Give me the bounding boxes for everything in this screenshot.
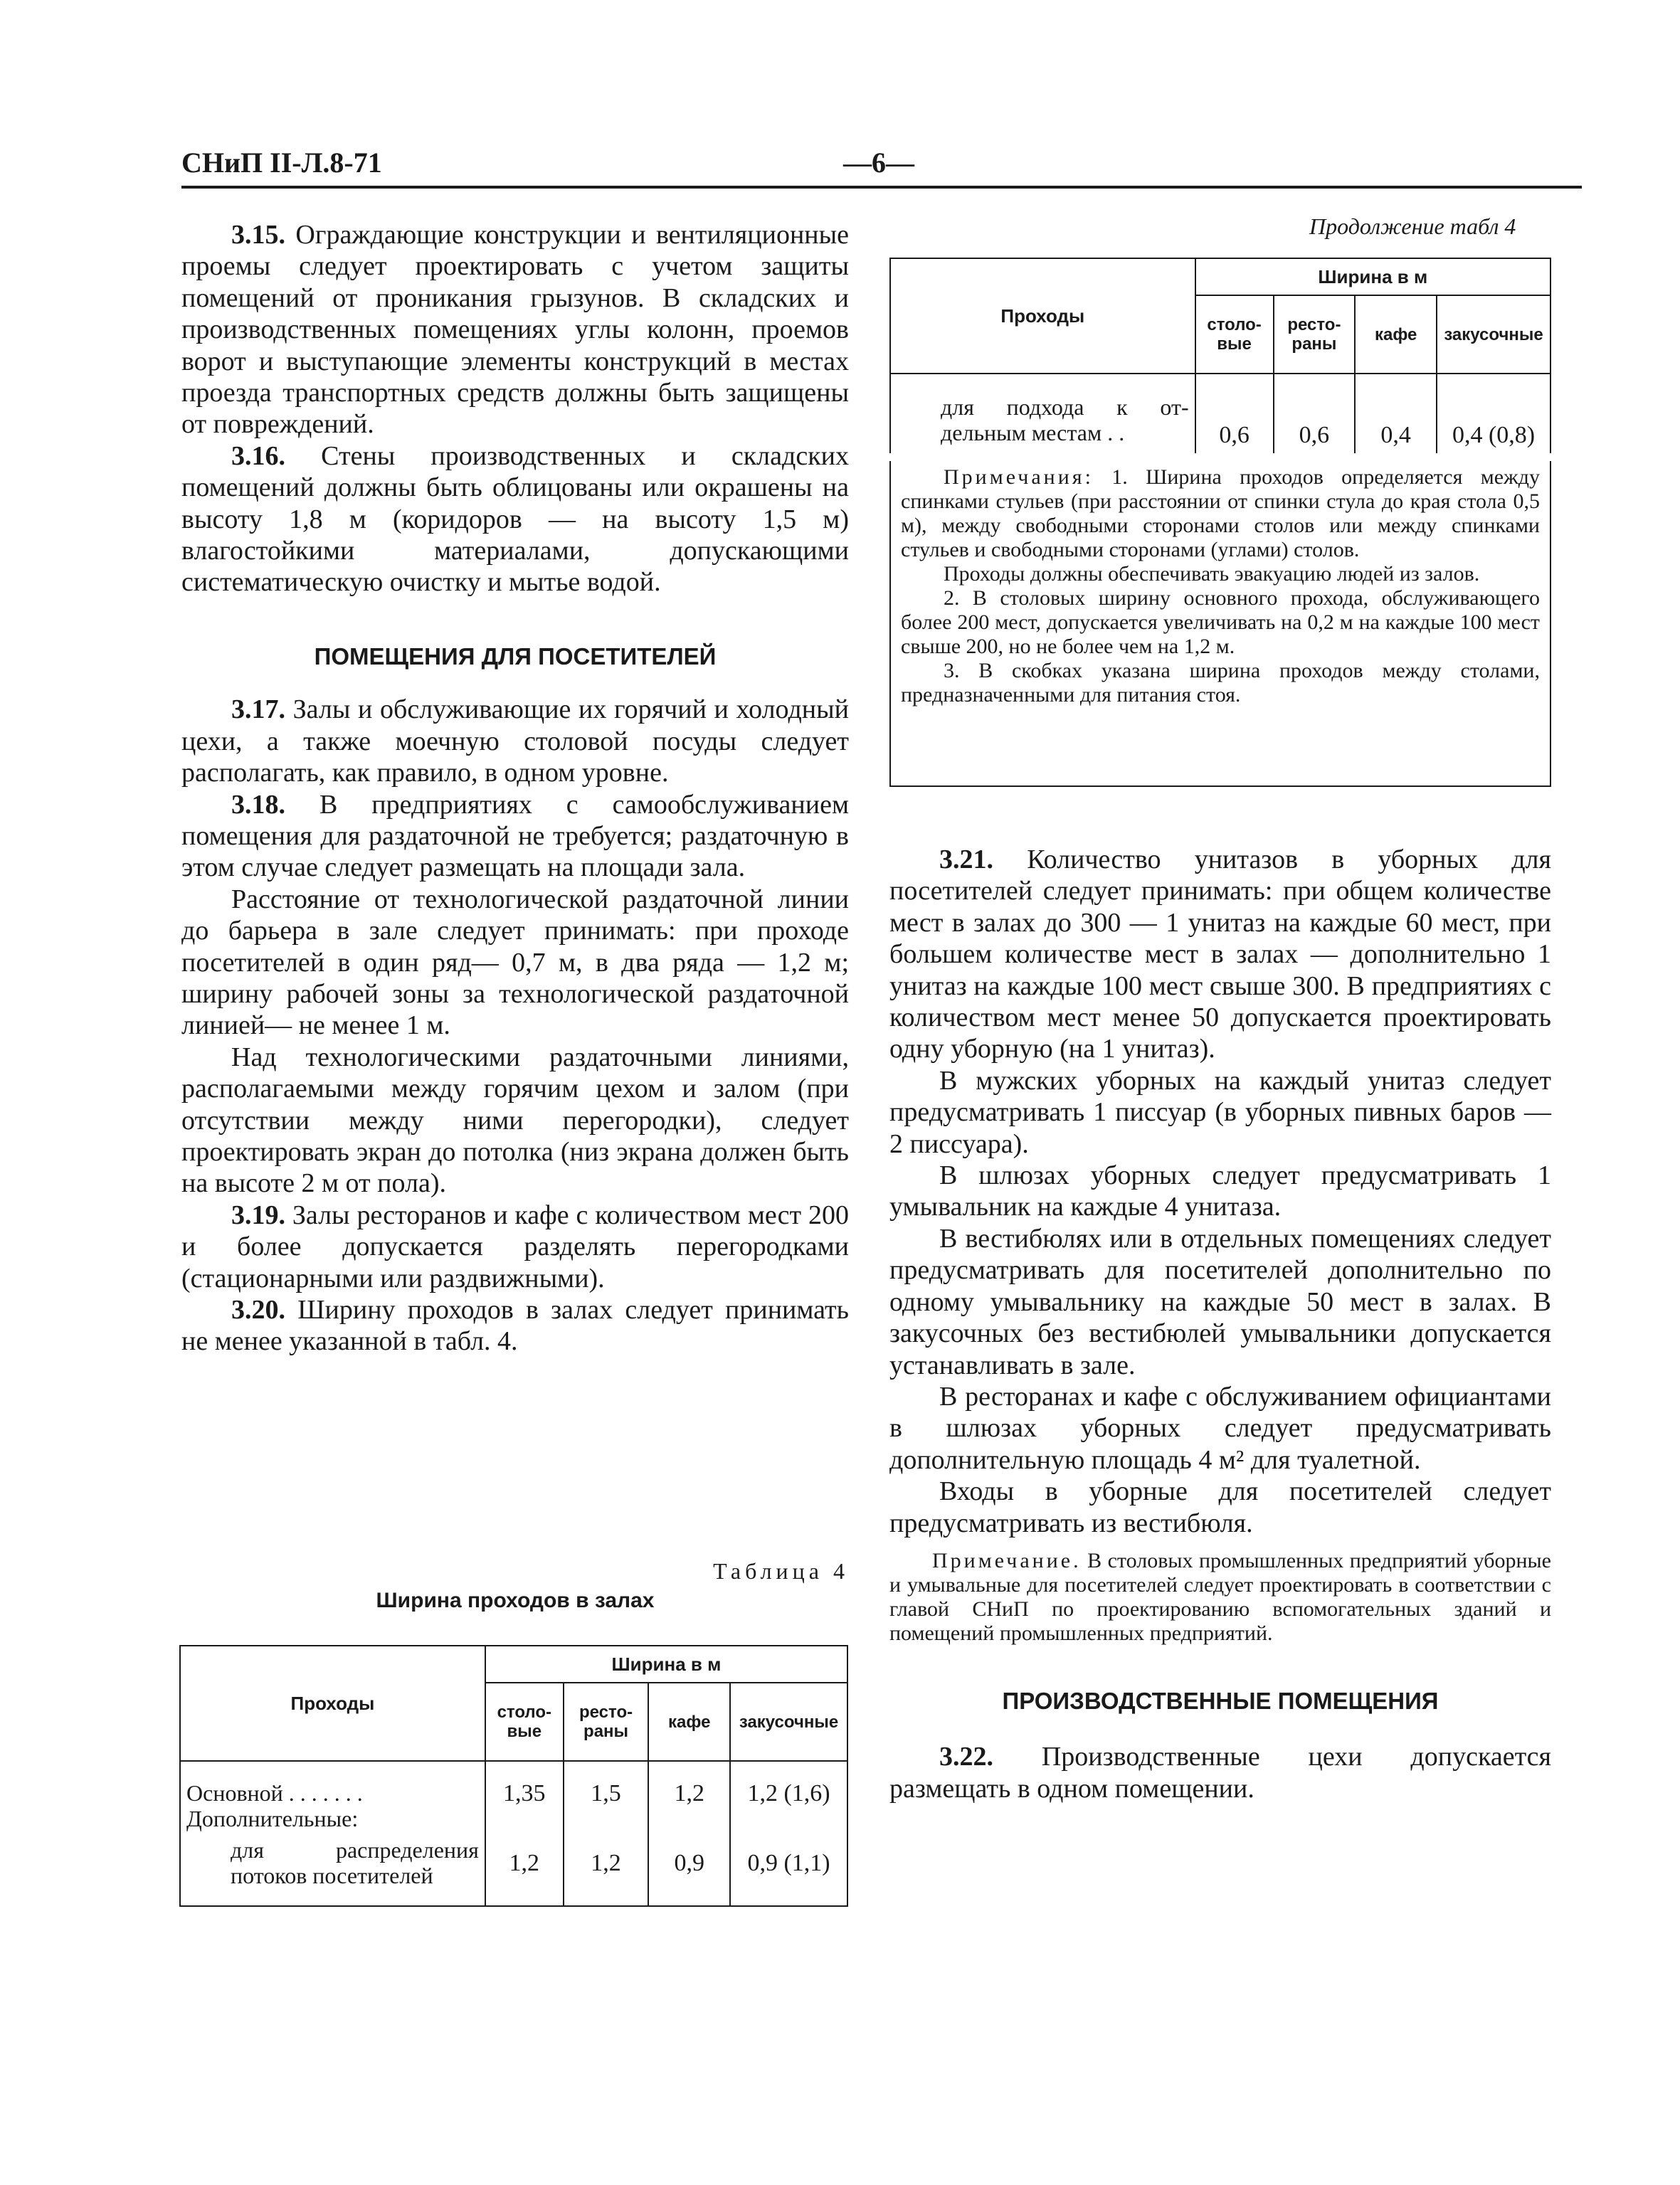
table-continuation-caption: Продолжение табл 4	[1309, 213, 1516, 239]
row-label-distribution-b: потоков посетителей	[231, 1863, 433, 1888]
paragraph-3-16: 3.16. Стены производственных и складских помещений должны быть облицованы или окрашены на высоту 1,8 м (коридоров — на высоту 1,5 м) влагостойкими материалами, допускающими систематическую очистку и мытье водой.	[181, 440, 850, 598]
table-notes	[889, 461, 1551, 787]
header-width: Ширина в м	[485, 1646, 847, 1683]
paragraph-3-21: 3.21. Количество унитазов в уборных для посетителей следует принимать: при общем количестве мест в залах до 300 — 1 унитаз на каждые 60 мест, при большем количестве мест в залах — дополнительно 1 унитаз на каждые 100 мест свыше 300. В предприятиях с количеством мест менее 50 допускается проектировать одну уборную (на 1 унитаз).	[889, 845, 1551, 1064]
note-1-b: Проходы должны обеспечивать эвакуацию людей из залов.	[944, 562, 1480, 586]
cell-value: 0,4 (0,8)	[1437, 374, 1550, 453]
cell-value: 1,35	[485, 1761, 564, 1834]
row-label-distribution-a: для распределения	[231, 1837, 479, 1863]
col-header-stolovye: столо-вые	[1195, 295, 1274, 374]
paragraph-3-21-c: В шлюзах уборных следует предусматривать 1 умывальник на каждые 4 унитаза.	[889, 1160, 1551, 1222]
toilet-note: Примечание. В столовых промышленных предприятий уборные и умывальные для посетителей следует проектировать в соответствии с главой СНиП по проектированию вспомогательных зданий и помещений промышленных предприятий.	[889, 1548, 1551, 1645]
paragraph-3-17: 3.17. Залы и обслуживающие их горячий и холодный цехи, а также моечную столовой посуды следует располагать, как правило, в одном уровне.	[181, 694, 849, 788]
cell-value: 1,5	[564, 1761, 649, 1834]
row-label-approach-a: для подхода к от-	[941, 394, 1189, 420]
table-4-block	[181, 1558, 849, 1613]
col-header-stolovye: столо-вые	[485, 1683, 564, 1761]
table-row	[890, 374, 1550, 453]
cell-value: 0,9 (1,1)	[730, 1834, 847, 1906]
col-header-kafe: кафе	[648, 1683, 730, 1761]
cell-value: 1,2	[648, 1761, 730, 1834]
header-passages: Проходы	[890, 258, 1195, 374]
section-heading-visitors: ПОМЕЩЕНИЯ ДЛЯ ПОСЕТИТЕЛЕЙ	[314, 642, 717, 670]
cell-value: 1,2	[564, 1834, 649, 1906]
cell-value: 0,9	[648, 1834, 730, 1906]
right-column	[889, 844, 1551, 1804]
header-rule	[181, 186, 1582, 189]
table-caption: Таблица 4	[713, 1558, 849, 1584]
table-row	[180, 1834, 847, 1906]
row-label-approach-b: дельным местам . .	[941, 420, 1125, 445]
row-label-main: Основной . . . . . . .	[186, 1780, 363, 1806]
note-2: 2. В столовых ширину основного прохода, обслуживающего более 200 мест, допускается увеличивать на 0,2 м на каждые 100 мест свыше 200, но не более чем на 1,2 м.	[901, 586, 1540, 658]
col-header-zakusochnye: закусочные	[1437, 295, 1550, 374]
paragraph-3-15: 3.15. Ограждающие конструкции и вентиляционные проемы следует проектировать с учетом защиты помещений от проникания грызунов. В складских и производственных помещениях углы колонн, проемов ворот и выступающие элементы конструкций в местах проезда транспортных средств должны быть защищены от повреждений.	[181, 220, 850, 440]
col-header-zakusochnye: закусочные	[730, 1683, 847, 1761]
paragraph-3-20: 3.20. Ширину проходов в залах следует принимать не менее указанной в табл. 4.	[181, 1295, 849, 1357]
cell-value: 0,4	[1355, 374, 1437, 453]
col-header-kafe: кафе	[1355, 295, 1437, 374]
note-1: Примечания: 1. Ширина проходов определяется между спинками стульев (при расстоянии от спинки стула до края стола 0,5 м), между свободными сторонами столов или между спинками стульев и свободными сторонами (углами) столов.	[901, 465, 1541, 561]
section-heading-production: ПРОИЗВОДСТВЕННЫЕ ПОМЕЩЕНИЯ	[1002, 1687, 1439, 1714]
paragraph-3-18-b: Расстояние от технологической раздаточной линии до барьера в зале следует принимать: при проходе посетителей в один ряд— 0,7 м, в два ряда — 1,2 м; ширину рабочей зоны за технологической раздаточной линией— не менее 1 м.	[181, 884, 849, 1041]
cell-value: 1,2	[485, 1834, 564, 1906]
col-header-restorany: ресто-раны	[564, 1683, 649, 1761]
cell-value: 0,6	[1274, 374, 1356, 453]
col-header-restorany: ресто-раны	[1274, 295, 1356, 374]
cell-value: 1,2 (1,6)	[730, 1761, 847, 1834]
paragraph-3-19: 3.19. Залы ресторанов и кафе с количеством мест 200 и более допускается разделять перегородками (стационарными или раздвижными).	[181, 1200, 850, 1293]
cell-value: 0,6	[1195, 374, 1274, 453]
row-label-additional: Дополнительные:	[186, 1806, 359, 1831]
table-title: Ширина проходов в залах	[376, 1589, 655, 1612]
table-row	[180, 1761, 847, 1834]
paragraph-3-21-b: В мужских уборных на каждый унитаз следует предусматривать 1 писсуар (в уборных пивных баров — 2 писсуара).	[889, 1065, 1551, 1159]
document-code: СНиП II-Л.8-71	[181, 147, 382, 179]
header-width: Ширина в м	[1195, 258, 1550, 295]
paragraph-3-18: 3.18. В предприятиях с самообслуживанием помещения для раздаточной не требуется; раздаточную в этом случае следует размещать на площади зала.	[181, 789, 849, 883]
paragraph-3-22: 3.22. Производственные цехи допускается размещать в одном помещении.	[889, 1742, 1552, 1804]
paragraph-3-18-c: Над технологическими раздаточными линиями, располагаемыми между горячим цехом и залом (при отсутствии между ними перегородки), следует проектировать экран до потолка (низ экрана должен быть на высоте 2 м от пола).	[181, 1042, 849, 1199]
header-passages: Проходы	[180, 1646, 485, 1761]
note-3: 3. В скобках указана ширина проходов между столами, предназначенными для питания стоя.	[901, 659, 1540, 707]
paragraph-3-21-e: В ресторанах и кафе с обслуживанием официантами в шлюзах уборных следует предусматривать дополнительную площадь 4 м² для туалетной.	[889, 1381, 1551, 1475]
paragraph-3-21-f: Входы в уборные для посетителей следует предусматривать из вестибюля.	[889, 1476, 1551, 1538]
left-column	[181, 219, 849, 1358]
paragraph-3-21-d: В вестибюлях или в отдельных помещениях следует предусматривать для посетителей дополнительно по одному умывальнику на каждые 50 мест в залах. В закусочных без вестибюлей умывальники допускается устанавливать в зале.	[889, 1223, 1551, 1380]
table-4-continued	[889, 258, 1551, 453]
page-number: —6—	[843, 147, 914, 179]
table-4	[179, 1645, 848, 1907]
